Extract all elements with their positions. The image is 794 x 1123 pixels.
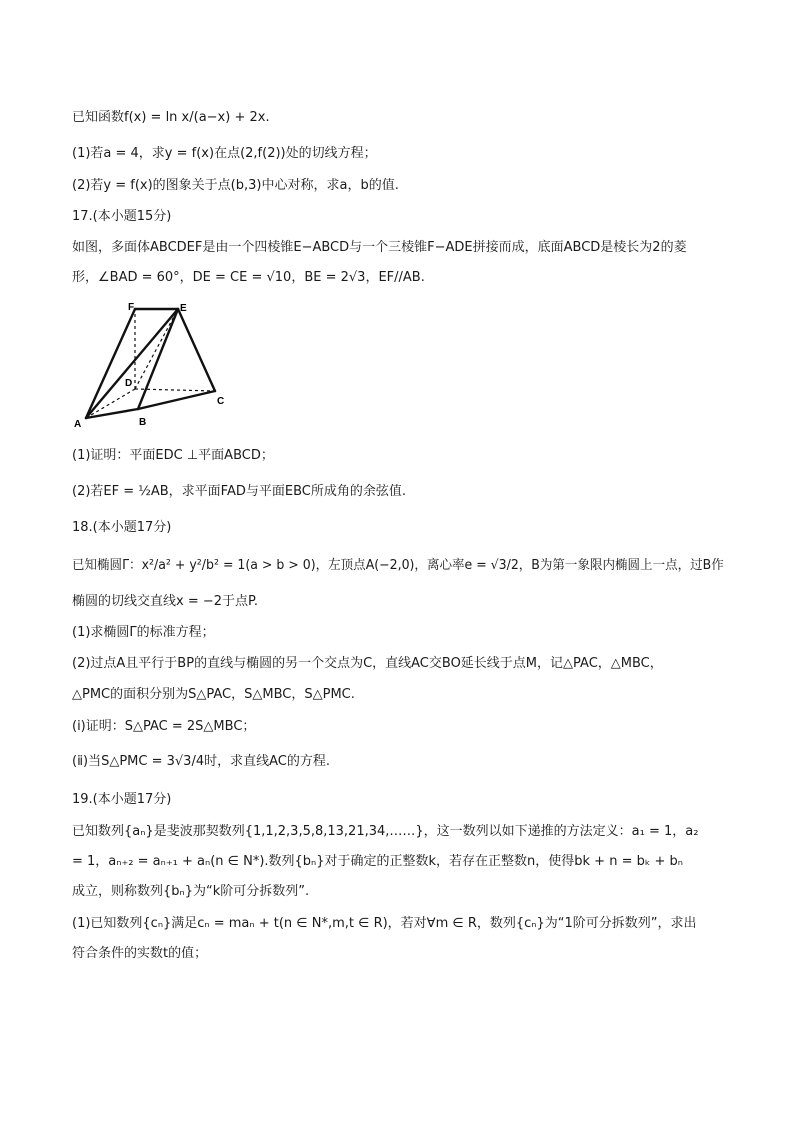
problem17-heading: 17.(本小题15分)	[72, 209, 172, 224]
polyhedron-figure	[72, 300, 232, 434]
vertex-label-B: B	[139, 417, 147, 428]
vertex-label-E: E	[180, 303, 187, 314]
polyhedron-diagram	[72, 300, 232, 430]
problem18-stem-line1: 已知椭圆Γ：x²/a² + y²/b² = 1(a > b > 0)，左顶点A(−2,0)，离心率e = √3/2，B为第一象限内椭圆上一点，过B作	[72, 558, 724, 573]
vertex-label-D: D	[125, 378, 133, 389]
edge-BC	[138, 391, 215, 409]
problem17-stem-line2: 形，∠BAD = 60°，DE = CE = √10，BE = 2√3，EF//AB.	[72, 270, 425, 285]
problem19-heading: 19.(本小题17分)	[72, 792, 172, 807]
edge-EC	[178, 309, 215, 391]
problem18-part1: (1)求椭圆Γ的标准方程；	[72, 625, 215, 640]
edge-DE	[135, 309, 178, 389]
problem17-part1: (1)证明：平面EDC ⊥平面ABCD；	[72, 448, 274, 463]
vertex-label-A: A	[74, 419, 82, 430]
problem18-part2-i: (ⅰ)证明：S△PAC = 2S△MBC；	[72, 719, 256, 734]
problem19-stem-line2: = 1，aₙ₊₂ = aₙ₊₁ + aₙ(n ∈ N*).数列{bₙ}对于确定的正整数k，若存在正整数n，使得bk + n = bₖ + bₙ	[72, 854, 683, 869]
problem18-part2-line1: (2)过点A且平行于BP的直线与椭圆的另一个交点为C，直线AC交BO延长线于点M，记△PAC，△MBC，	[72, 656, 663, 671]
problem19-stem-line1: 已知数列{aₙ}是斐波那契数列{1,1,2,3,5,8,13,21,34,……}，这一数列以如下递推的方法定义：a₁ = 1，a₂	[72, 824, 699, 839]
edge-DC	[135, 389, 215, 391]
vertex-label-C: C	[217, 396, 225, 407]
problem18-part2-ii: (ⅱ)当S△PMC = 3√3/4时，求直线AC的方程.	[72, 754, 330, 769]
problem19-part1-line1: (1)已知数列{cₙ}满足cₙ = maₙ + t(n ∈ N*,m,t ∈ R)，若对∀m ∈ R，数列{cₙ}为“1阶可分拆数列”，求出	[72, 916, 697, 931]
problem16-stem: 已知函数f(x) = ln x/(a−x) + 2x.	[72, 110, 270, 125]
problem18-heading: 18.(本小题17分)	[72, 520, 172, 535]
problem19-part1-line2: 符合条件的实数t的值；	[72, 946, 208, 961]
problem18-stem-line2: 椭圆的切线交直线x = −2于点P.	[72, 594, 258, 609]
edge-FA	[86, 309, 135, 418]
vertex-label-F: F	[128, 302, 135, 313]
problem19-stem-line3: 成立，则称数列{bₙ}为“k阶可分拆数列”.	[72, 884, 310, 899]
problem16-part2: (2)若y = f(x)的图象关于点(b,3)中心对称，求a，b的值.	[72, 178, 399, 193]
problem17-part2: (2)若EF = ½AB，求平面FAD与平面EBC所成角的余弦值.	[72, 484, 406, 499]
problem16-part1: (1)若a = 4，求y = f(x)在点(2,f(2))处的切线方程；	[72, 146, 377, 161]
edge-EB	[138, 309, 178, 409]
problem17-stem-line1: 如图，多面体ABCDEF是由一个四棱锥E−ABCD与一个三棱锥F−ADE拼接而成，底面ABCD是棱长为2的菱	[72, 240, 687, 255]
problem18-part2-line2: △PMC的面积分别为S△PAC，S△MBC，S△PMC.	[72, 687, 355, 702]
